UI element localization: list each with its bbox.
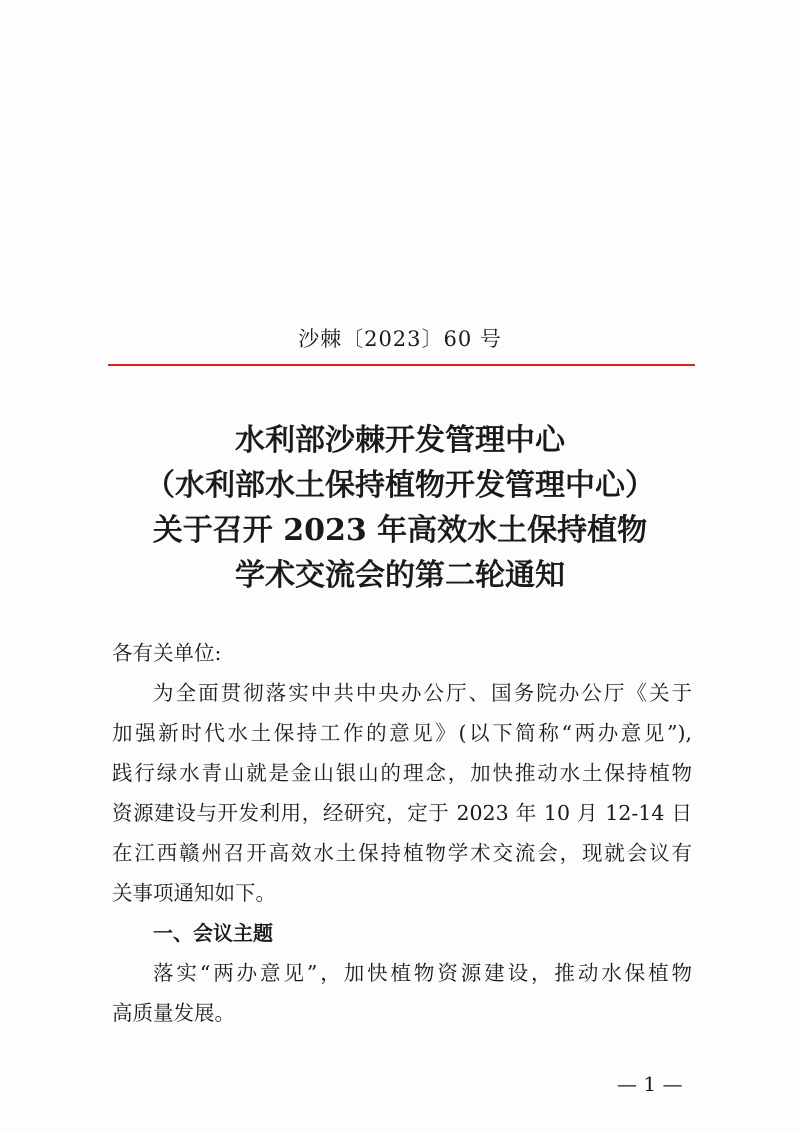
salutation: 各有关单位: [112, 641, 222, 665]
document-number: 沙棘〔2023〕60 号 [298, 327, 502, 351]
section-heading: 一、会议主题 [153, 921, 273, 945]
page-number: — 1 — [617, 1072, 683, 1096]
paragraph-line: 加强新时代水土保持工作的意见》(以下简称“两办意见”), [112, 721, 692, 745]
paragraph-line: 资源建设与开发利用，经研究，定于 2023 年 10 月 12-14 日 [112, 801, 692, 825]
document-title [0, 418, 800, 598]
red-separator-line [108, 364, 695, 366]
intro-paragraph [112, 673, 692, 913]
title-line: 水利部沙棘开发管理中心 [235, 423, 565, 458]
title-line: 关于召开 2023 年高效水土保持植物 [152, 513, 648, 548]
title-line: （水利部水土保持植物开发管理中心） [145, 468, 655, 503]
paragraph-line: 落实“两办意见”，加快植物资源建设，推动水保植物 [153, 961, 692, 985]
paragraph-line: 为全面贯彻落实中共中央办公厅、国务院办公厅《关于 [153, 681, 692, 705]
paragraph-line: 践行绿水青山就是金山银山的理念，加快推动水土保持植物 [112, 761, 692, 785]
paragraph-line: 关事项通知如下。 [112, 881, 276, 905]
section1-paragraph [112, 953, 692, 1033]
title-line: 学术交流会的第二轮通知 [235, 558, 565, 593]
paragraph-line: 高质量发展。 [112, 1001, 235, 1025]
paragraph-line: 在江西赣州召开高效水土保持植物学术交流会，现就会议有 [112, 841, 692, 865]
document-body [112, 633, 692, 1033]
